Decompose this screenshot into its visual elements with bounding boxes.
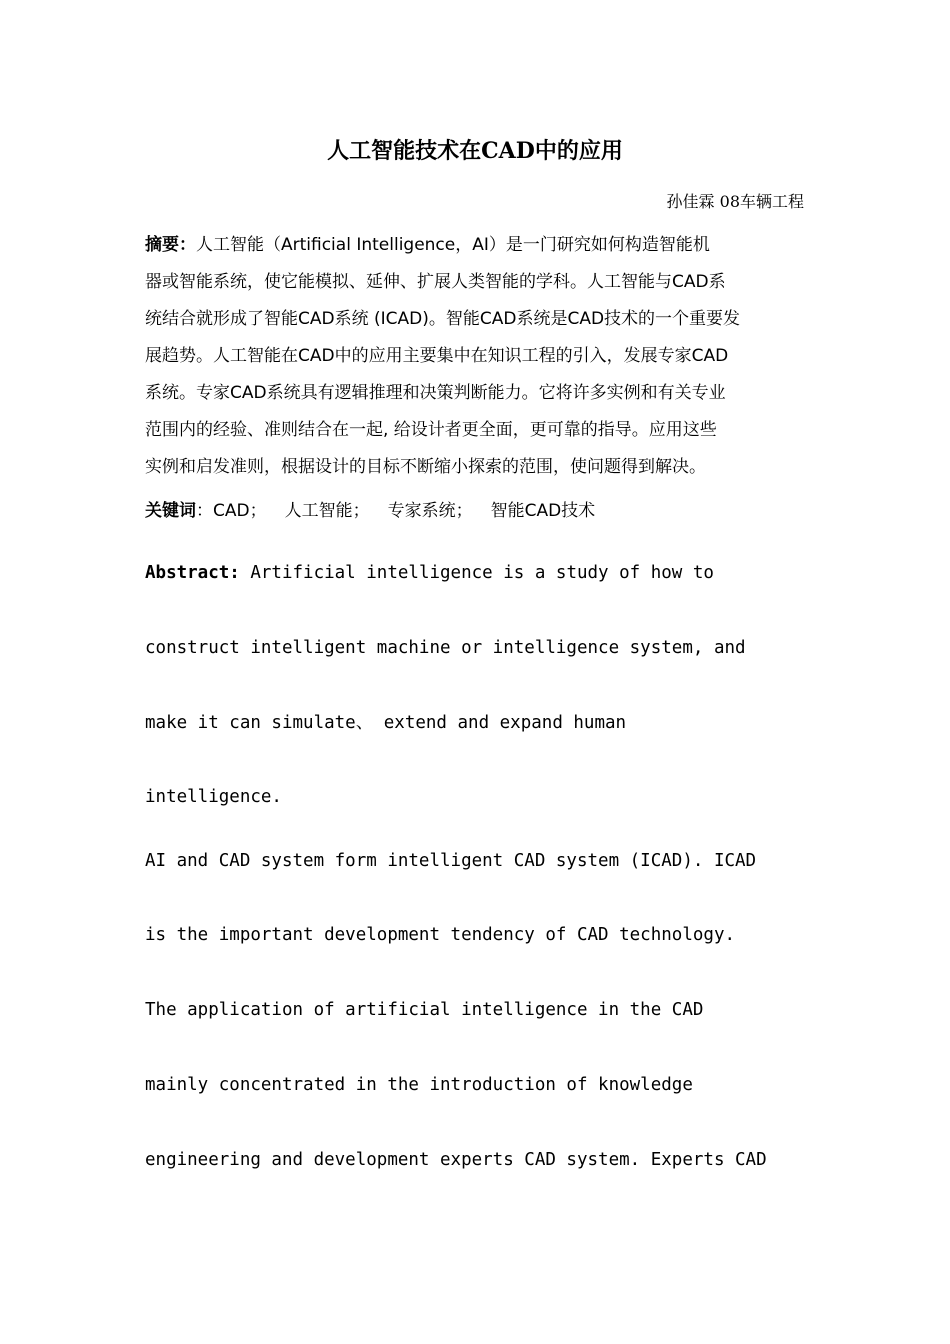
en-abstract-line: engineering and development experts CAD system. Experts CAD xyxy=(145,1150,767,1170)
author-line: 孙佳霖 08车辆工程 xyxy=(666,192,804,211)
keywords-label: 关键词 xyxy=(145,501,196,521)
en-abstract-line: is the important development tendency of CAD technology. xyxy=(145,925,736,945)
cn-abstract-line: 展趋势。人工智能在CAD中的应用主要集中在知识工程的引入，发展专家CAD xyxy=(145,346,729,366)
cn-abstract-line: 范围内的经验、准则结合在一起, 给设计者更全面，更可靠的指导。应用这些 xyxy=(145,420,717,440)
keywords-line xyxy=(145,498,613,524)
keyword-item: 人工智能； xyxy=(284,501,370,521)
en-abstract-line: construct intelligent machine or intelligence system, and xyxy=(145,638,746,658)
en-abstract-line: AI and CAD system form intelligent CAD system (ICAD). ICAD xyxy=(145,851,757,871)
cn-abstract-line xyxy=(145,227,807,264)
cn-abstract-line: 器或智能系统，使它能模拟、延伸、扩展人类智能的学科。人工智能与CAD系 xyxy=(145,272,726,292)
cn-abstract-label: 摘要： xyxy=(145,235,196,255)
en-abstract-text: Artificial intelligence is a study of how to xyxy=(239,563,714,583)
keywords-separator: ： xyxy=(196,501,213,521)
cn-abstract-line: 实例和启发准则，根据设计的目标不断缩小探索的范围，使问题得到解决。 xyxy=(145,457,706,477)
en-abstract-line xyxy=(145,560,714,586)
keyword-item: 专家系统； xyxy=(387,501,473,521)
cn-abstract-line: 统结合就形成了智能CAD系统 (ICAD)。智能CAD系统是CAD技术的一个重要发 xyxy=(145,309,741,329)
en-abstract-line: make it can simulate、 extend and expand human xyxy=(145,713,627,733)
en-abstract-line: intelligence. xyxy=(145,787,282,807)
document-title: 人工智能技术在CAD中的应用 xyxy=(327,138,623,164)
cn-abstract-line: 系统。专家CAD系统具有逻辑推理和决策判断能力。它将许多实例和有关专业 xyxy=(145,383,726,403)
en-abstract-line: The application of artificial intelligence in the CAD xyxy=(145,1000,704,1020)
keyword-item: 智能CAD技术 xyxy=(490,501,596,521)
chinese-abstract xyxy=(145,227,807,486)
cn-abstract-text: 人工智能（Artificial Intelligence，AI）是一门研究如何构造智能机 xyxy=(196,235,710,255)
keyword-item: CAD； xyxy=(213,501,267,521)
en-abstract-label: Abstract: xyxy=(145,563,240,583)
en-abstract-line: mainly concentrated in the introduction of knowledge xyxy=(145,1075,693,1095)
